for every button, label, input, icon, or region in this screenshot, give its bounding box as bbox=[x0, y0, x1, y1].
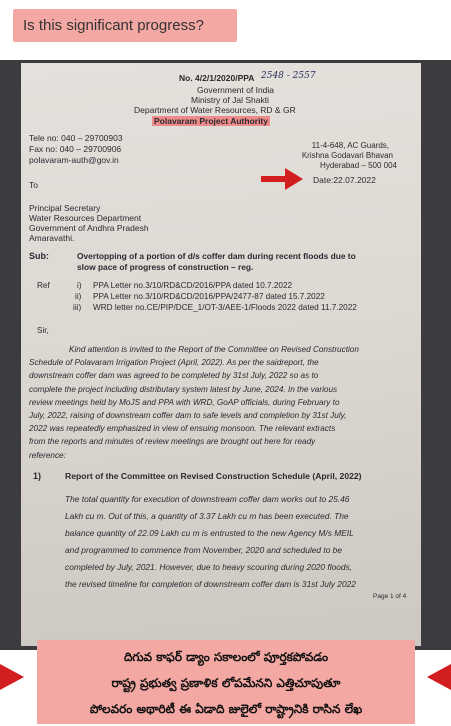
body-line: review meetings held by MoJS and PPA with WRD, GoAP officials, during February to bbox=[29, 397, 340, 407]
contact-tele: Tele no: 040 – 29700903 bbox=[29, 133, 123, 143]
date-pointer-arrow-icon bbox=[261, 168, 303, 190]
question-banner bbox=[13, 9, 237, 42]
file-number: No. 4/2/1/2020/PPA bbox=[179, 73, 255, 83]
recipient-line-1: Principal Secretary bbox=[29, 203, 101, 213]
subject-label: Sub: bbox=[29, 251, 49, 261]
caption-line-1: దిగువ కాఫర్ డ్యాం సకాలంలో పూర్తకపోవడం bbox=[123, 650, 329, 664]
address-line-3: Hyderabad – 500 004 bbox=[320, 161, 397, 170]
ref-2-text: PPA Letter no.3/10/RD&CD/2016/PPA/2477-87 dated 15.7.2022 bbox=[93, 292, 325, 301]
body-line: reference: bbox=[29, 450, 66, 460]
contact-email: polavaram-auth@gov.in bbox=[29, 155, 119, 165]
body-line: 2022 was repeatedly emphasized in view of ensuing monsoon. The relevant extracts bbox=[29, 424, 336, 434]
ref-3-text: WRD letter no.CE/PIP/DCE_1/OT-3/AEE-1/Floods 2022 dated 11.7.2022 bbox=[93, 303, 357, 312]
body-line: Kind attention is invited to the Report of the Committee on Revised Construction bbox=[69, 345, 359, 354]
letter-sheet bbox=[21, 63, 421, 646]
section-line: and programmed to commence from November, 2020 and scheduled to be bbox=[65, 545, 342, 555]
ref-1-num: i) bbox=[77, 281, 82, 290]
section-line: The total quantity for execution of downstream coffer dam works out to 25.46 bbox=[65, 494, 350, 504]
section-line: balance quantity of 22.09 Lakh cu m is entrusted to the new Agency M/s MEIL bbox=[65, 528, 354, 538]
page-number: Page 1 of 4 bbox=[373, 593, 407, 600]
body-paragraph bbox=[29, 343, 417, 462]
contact-fax: Fax no: 040 – 29700906 bbox=[29, 144, 122, 154]
recipient-line-4: Amaravathi. bbox=[29, 233, 75, 243]
subject-line-1: Overtopping of a portion of d/s coffer dam during recent floods due to bbox=[77, 251, 356, 261]
salutation: Sir, bbox=[37, 326, 49, 335]
section-title: Report of the Committee on Revised Construction Schedule (April, 2022) bbox=[65, 471, 362, 481]
body-line: Schedule of Polavaram Irrigation Project (April, 2022). As per the saidreport, the bbox=[29, 358, 319, 368]
ref-3-num: iii) bbox=[73, 303, 82, 312]
ref-1-text: PPA Letter no.3/10/RD&CD/2016/PPA dated 10.7.2022 bbox=[93, 281, 293, 290]
address-line-2: Krishna Godavari Bhavan bbox=[301, 151, 393, 160]
caption-line-2: రాష్ట్ర ప్రభుత్వ ప్రణాళిక లోపమేనని ఎత్తిచూపుతూ bbox=[111, 676, 341, 690]
org-line-2: Ministry of Jal Shakti bbox=[191, 95, 269, 105]
authority-name: Polavaram Project Authority bbox=[154, 116, 268, 126]
caption-left-arrow-icon bbox=[0, 664, 24, 690]
org-line-3: Department of Water Resources, RD & GR bbox=[134, 105, 296, 115]
caption-line-3: పోలవరం అథారిటీ ఈ ఏడాది జులైలో రాష్ట్రానికి రాసిన లేఖ bbox=[89, 702, 363, 716]
body-line: complete the project including distributary system latest by June, 2024. In the various bbox=[29, 384, 338, 394]
telugu-caption bbox=[37, 640, 415, 724]
section-line: the revised timeline for completion of downstream coffer dam is 31st July 2022 bbox=[65, 579, 356, 589]
section-line: Lakh cu m. Out of this, a quantity of 3.37 Lakh cu m has been executed. The bbox=[65, 511, 349, 521]
caption-right-arrow-icon bbox=[427, 664, 451, 690]
org-line-1: Government of India bbox=[197, 85, 275, 95]
handwritten-number: 2548 - 2557 bbox=[261, 71, 316, 81]
body-line: downstream coffer dam was agreed to be completed by 31st July, 2022 so as to bbox=[29, 371, 319, 381]
recipient-line-2: Water Resources Department bbox=[29, 213, 142, 223]
body-line: from the reports and minutes of review meetings are brought out here for ready bbox=[29, 437, 316, 447]
ref-label: Ref bbox=[37, 281, 50, 290]
section-paragraph bbox=[65, 491, 415, 593]
subject-line-2: slow pace of progress of construction – reg. bbox=[77, 262, 254, 272]
address-line-1: 11-4-648, AC Guards, bbox=[311, 141, 389, 150]
question-text: Is this significant progress? bbox=[23, 17, 204, 34]
section-line: completed by July, 2021. However, due to heavy scouring during 2020 floods, bbox=[65, 562, 353, 572]
recipient-line-3: Government of Andhra Pradesh bbox=[29, 223, 149, 233]
to-label: To bbox=[29, 180, 38, 190]
section-number: 1) bbox=[33, 471, 42, 481]
letter-date: Date:22.07.2022 bbox=[313, 175, 376, 185]
body-line: July, 2022, raising of downstream coffer dam to safe levels and completion by 31st July, bbox=[29, 411, 347, 421]
ref-2-num: ii) bbox=[75, 292, 82, 301]
letter-photo bbox=[0, 60, 451, 650]
